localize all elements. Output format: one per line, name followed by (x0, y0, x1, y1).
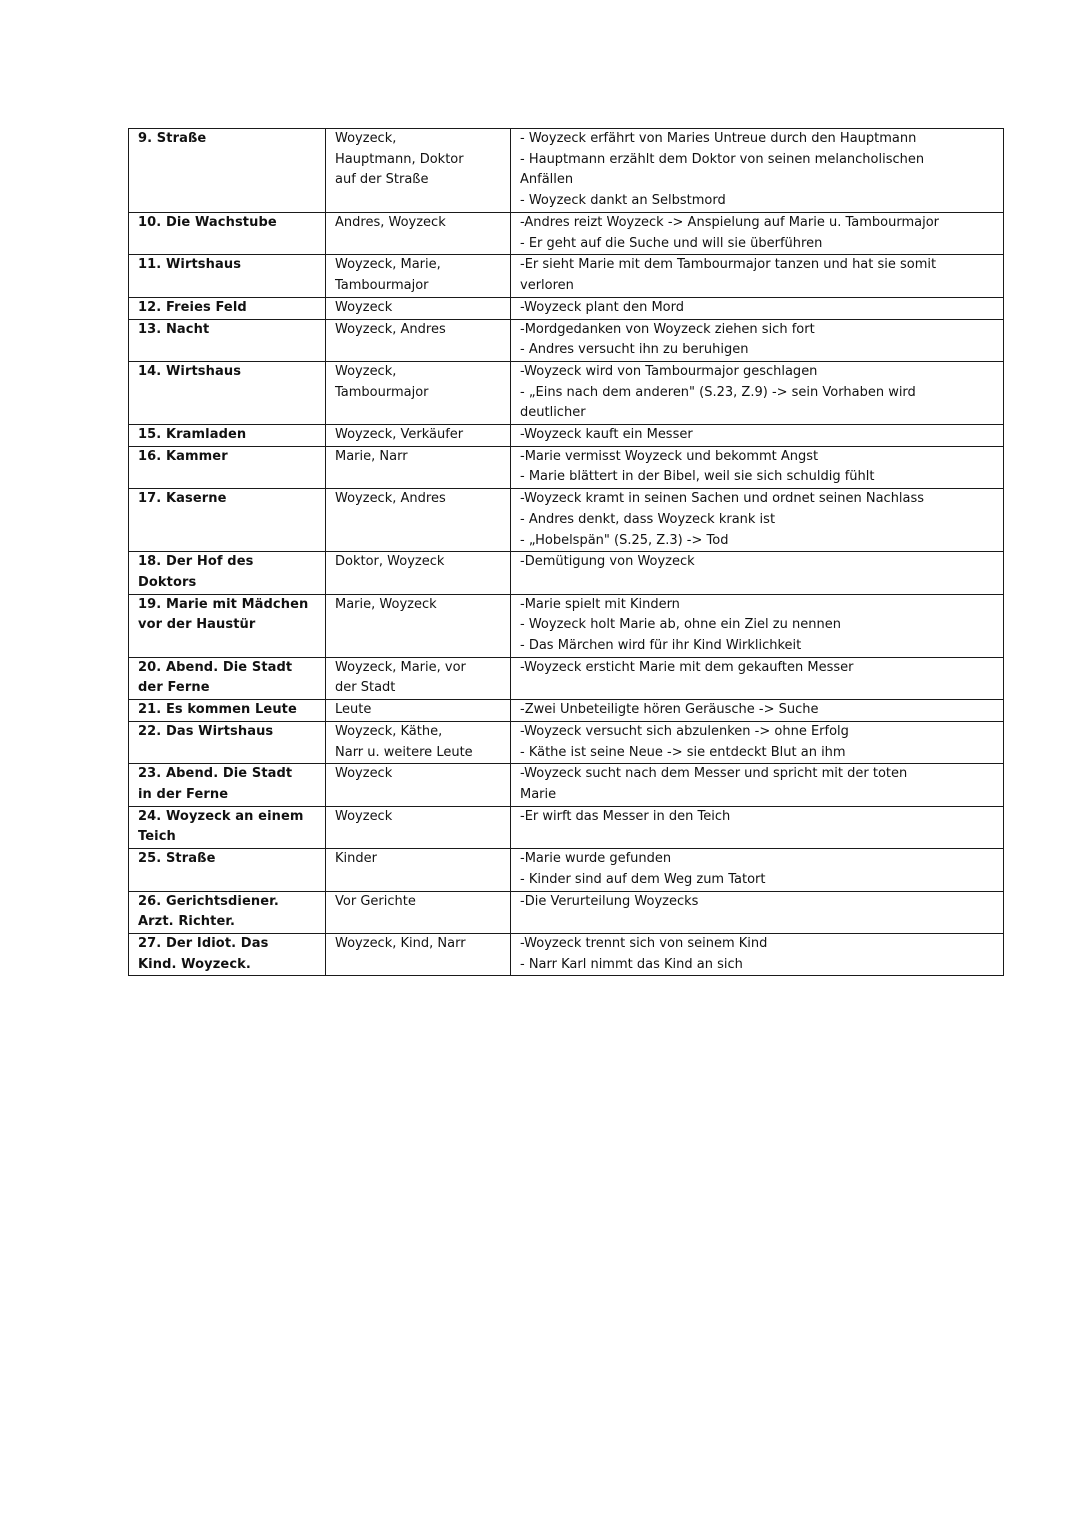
table-row (129, 891, 1004, 933)
characters-line: Woyzeck (335, 808, 393, 824)
characters-cell (326, 657, 511, 699)
content-line: - Woyzeck dankt an Selbstmord (520, 193, 726, 209)
table-row (129, 849, 1004, 891)
content-line: - „Hobelspän" (S.25, Z.3) -> Tod (520, 532, 729, 548)
content-cell (511, 361, 1004, 424)
characters-cell (326, 806, 511, 848)
content-cell (511, 933, 1004, 975)
scene-title-line: 25. Straße (138, 851, 216, 867)
scene-title-line: 10. Die Wachstube (138, 215, 277, 230)
scene-title-line: 19. Marie mit Mädchen (138, 596, 309, 612)
content-cell (511, 594, 1004, 657)
scene-title-cell (129, 425, 326, 447)
scene-title-cell (129, 489, 326, 552)
characters-cell (326, 891, 511, 933)
characters-line: Doktor, Woyzeck (335, 554, 445, 570)
scene-title-line: 17. Kaserne (138, 491, 227, 507)
content-cell (511, 552, 1004, 594)
table-row (129, 700, 1004, 722)
content-line: - Er geht auf die Suche und will sie überführen (520, 235, 823, 251)
characters-line: Tambourmajor (335, 278, 429, 294)
content-line: - Andres denkt, dass Woyzeck krank ist (520, 511, 776, 527)
scene-title-cell (129, 721, 326, 763)
content-line: -Woyzeck wird von Tambourmajor geschlagen (520, 363, 818, 379)
content-line: - Marie blättert in der Bibel, weil sie sich schuldig fühlt (520, 469, 875, 485)
content-line: - „Eins nach dem anderen" (S.23, Z.9) -> sein Vorhaben wird (520, 384, 916, 400)
table-row (129, 721, 1004, 763)
scene-title-cell (129, 764, 326, 806)
characters-cell (326, 319, 511, 361)
content-line: - Woyzeck holt Marie ab, ohne ein Ziel zu nennen (520, 617, 841, 633)
characters-cell (326, 361, 511, 424)
characters-line: Marie, Woyzeck (335, 596, 437, 612)
content-cell (511, 806, 1004, 848)
characters-line: Woyzeck, (335, 131, 397, 146)
characters-line: Woyzeck, Marie, vor (335, 659, 466, 675)
characters-cell (326, 255, 511, 297)
content-line: -Er sieht Marie mit dem Tambourmajor tanzen und hat sie somit (520, 257, 937, 273)
content-line: -Zwei Unbeteiligte hören Geräusche -> Suche (520, 702, 819, 718)
content-line: - Kinder sind auf dem Weg zum Tatort (520, 871, 766, 887)
scene-title-cell (129, 891, 326, 933)
characters-cell (326, 933, 511, 975)
scene-title-cell (129, 657, 326, 699)
content-line: -Mordgedanken von Woyzeck ziehen sich fort (520, 321, 815, 337)
scene-title-line: Teich (138, 829, 176, 845)
characters-line: der Stadt (335, 680, 396, 696)
scene-title-line: 27. Der Idiot. Das (138, 935, 269, 951)
content-line: -Die Verurteilung Woyzecks (520, 893, 699, 909)
scene-title-cell (129, 297, 326, 319)
scene-title-line: der Ferne (138, 680, 210, 696)
content-line: deutlicher (520, 405, 586, 421)
scene-title-cell (129, 319, 326, 361)
content-line: -Woyzeck trennt sich von seinem Kind (520, 935, 768, 951)
content-cell (511, 891, 1004, 933)
table-row (129, 489, 1004, 552)
characters-line: Woyzeck, Käthe, (335, 723, 443, 739)
characters-line: auf der Straße (335, 172, 429, 188)
scene-title-cell (129, 552, 326, 594)
content-cell (511, 297, 1004, 319)
characters-cell (326, 849, 511, 891)
characters-line: Leute (335, 702, 372, 718)
content-line: -Woyzeck sucht nach dem Messer und spricht mit der toten (520, 766, 908, 782)
scene-title-cell (129, 933, 326, 975)
content-line: -Woyzeck ersticht Marie mit dem gekauften Messer (520, 659, 854, 675)
characters-line: Kinder (335, 851, 377, 867)
content-line: -Woyzeck plant den Mord (520, 299, 684, 315)
characters-line: Woyzeck, Marie, (335, 257, 441, 273)
scene-title-line: 11. Wirtshaus (138, 257, 242, 273)
content-line: -Marie spielt mit Kindern (520, 596, 680, 612)
table-row (129, 297, 1004, 319)
content-cell (511, 446, 1004, 488)
content-line: - Das Märchen wird für ihr Kind Wirklichkeit (520, 638, 802, 654)
table-row (129, 552, 1004, 594)
content-cell (511, 255, 1004, 297)
scene-title-line: 12. Freies Feld (138, 299, 247, 315)
scene-title-cell (129, 446, 326, 488)
content-line: -Marie wurde gefunden (520, 851, 672, 867)
characters-line: Narr u. weitere Leute (335, 744, 473, 760)
characters-cell (326, 129, 511, 213)
scene-title-cell (129, 129, 326, 213)
content-cell (511, 213, 1004, 255)
content-line: -Demütigung von Woyzeck (520, 554, 695, 570)
scene-title-cell (129, 213, 326, 255)
scene-title-line: 23. Abend. Die Stadt (138, 766, 293, 782)
scene-title-line: 13. Nacht (138, 321, 210, 337)
scene-title-line: in der Ferne (138, 786, 229, 802)
scene-title-cell (129, 849, 326, 891)
content-line: -Marie vermisst Woyzeck und bekommt Angst (520, 448, 819, 464)
scene-title-cell (129, 255, 326, 297)
characters-line: Woyzeck, (335, 363, 397, 379)
content-line: - Hauptmann erzählt dem Doktor von seinen melancholischen (520, 151, 925, 167)
content-line: - Andres versucht ihn zu beruhigen (520, 342, 749, 358)
characters-cell (326, 764, 511, 806)
scene-title-cell (129, 361, 326, 424)
content-line: - Käthe ist seine Neue -> sie entdeckt Blut an ihm (520, 744, 846, 760)
content-line: -Woyzeck versucht sich abzulenken -> ohne Erfolg (520, 723, 849, 739)
scene-title-line: 15. Kramladen (138, 427, 247, 443)
scene-title-line: 9. Straße (138, 131, 207, 146)
content-line: -Er wirft das Messer in den Teich (520, 808, 731, 824)
scene-table (128, 128, 1004, 976)
characters-cell (326, 213, 511, 255)
characters-cell (326, 425, 511, 447)
table-row (129, 255, 1004, 297)
characters-line: Woyzeck (335, 299, 393, 315)
characters-line: Tambourmajor (335, 384, 429, 400)
scene-title-line: Arzt. Richter. (138, 914, 236, 930)
characters-line: Woyzeck, Kind, Narr (335, 935, 466, 951)
scene-title-cell (129, 700, 326, 722)
scene-title-line: 24. Woyzeck an einem (138, 808, 304, 824)
content-cell (511, 489, 1004, 552)
table-row (129, 806, 1004, 848)
scene-title-line: 26. Gerichtsdiener. (138, 893, 279, 909)
table-row (129, 764, 1004, 806)
content-cell (511, 319, 1004, 361)
characters-cell (326, 721, 511, 763)
content-cell (511, 657, 1004, 699)
characters-line: Hauptmann, Doktor (335, 151, 464, 167)
content-line: Anfällen (520, 172, 574, 188)
characters-cell (326, 700, 511, 722)
characters-line: Marie, Narr (335, 448, 408, 464)
scene-title-line: 16. Kammer (138, 448, 228, 464)
scene-title-line: 21. Es kommen Leute (138, 702, 297, 718)
table-row (129, 594, 1004, 657)
scene-title-line: 14. Wirtshaus (138, 363, 242, 379)
content-cell (511, 129, 1004, 213)
table-row (129, 425, 1004, 447)
scene-title-cell (129, 806, 326, 848)
scene-table-body (129, 129, 1004, 976)
scene-title-line: 18. Der Hof des (138, 554, 254, 570)
characters-line: Andres, Woyzeck (335, 215, 446, 230)
table-row (129, 657, 1004, 699)
table-row (129, 319, 1004, 361)
scene-title-line: 20. Abend. Die Stadt (138, 659, 293, 675)
characters-line: Vor Gerichte (335, 893, 416, 909)
content-line: - Woyzeck erfährt von Maries Untreue durch den Hauptmann (520, 131, 917, 146)
content-line: -Woyzeck kramt in seinen Sachen und ordnet seinen Nachlass (520, 491, 925, 507)
characters-cell (326, 489, 511, 552)
table-row (129, 933, 1004, 975)
content-cell (511, 425, 1004, 447)
characters-line: Woyzeck, Andres (335, 491, 446, 507)
characters-line: Woyzeck, Andres (335, 321, 446, 337)
table-row (129, 213, 1004, 255)
characters-cell (326, 552, 511, 594)
content-line: -Woyzeck kauft ein Messer (520, 427, 693, 443)
content-cell (511, 849, 1004, 891)
content-line: - Narr Karl nimmt das Kind an sich (520, 956, 743, 972)
content-line: verloren (520, 278, 574, 294)
content-cell (511, 700, 1004, 722)
scene-title-line: Doktors (138, 574, 197, 590)
scene-title-line: 22. Das Wirtshaus (138, 723, 274, 739)
content-cell (511, 764, 1004, 806)
table-row (129, 129, 1004, 213)
scene-title-cell (129, 594, 326, 657)
characters-cell (326, 297, 511, 319)
content-line: -Andres reizt Woyzeck -> Anspielung auf Marie u. Tambourmajor (520, 215, 940, 230)
table-row (129, 361, 1004, 424)
scene-title-line: Kind. Woyzeck. (138, 956, 251, 972)
content-cell (511, 721, 1004, 763)
characters-line: Woyzeck, Verkäufer (335, 427, 464, 443)
characters-cell (326, 446, 511, 488)
characters-cell (326, 594, 511, 657)
scene-title-line: vor der Haustür (138, 617, 256, 633)
content-line: Marie (520, 786, 557, 802)
characters-line: Woyzeck (335, 766, 393, 782)
table-row (129, 446, 1004, 488)
